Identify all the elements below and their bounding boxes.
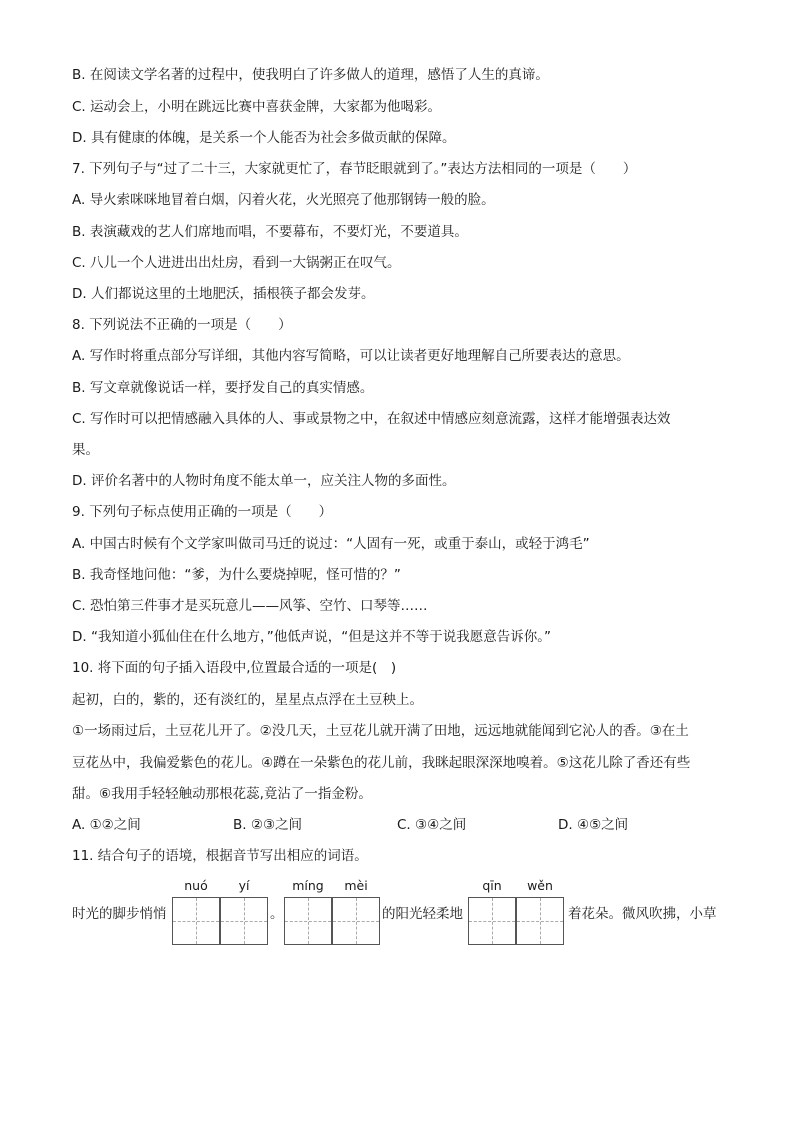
q9-option-c: C. 恐怕第三件事才是买玩意儿——风筝、空竹、口琴等…… [72, 598, 428, 614]
q10-options [72, 815, 732, 835]
q11-pinyin-writing-row [72, 876, 732, 956]
q10-stem: 10. 将下面的句子插入语段中,位置最合适的一项是( ) [72, 660, 397, 676]
writing-box[interactable] [284, 897, 332, 945]
q8-option-c-cont: 果。 [72, 442, 99, 458]
writing-box[interactable] [468, 897, 516, 945]
q6-option-b: B. 在阅读文学名著的过程中，使我明白了许多做人的道理，感悟了人生的真谛。 [72, 67, 549, 83]
q8-option-c: C. 写作时可以把情感融入具体的人、事或景物之中，在叙述中情感应刻意流露，这样才能增强表达效 [72, 411, 671, 427]
q8-option-b: B. 写文章就像说话一样，要抒发自己的真实情感。 [72, 380, 374, 396]
q6-option-d: D. 具有健康的体魄，是关系一个人能否为社会多做贡献的保障。 [72, 130, 456, 146]
q7-option-d: D. 人们都说这里的土地肥沃，插根筷子都会发芽。 [72, 286, 375, 302]
q10-passage-line-3: 甜。⑥我用手轻轻触动那根花蕊,竟沾了一指金粉。 [72, 786, 372, 802]
pinyin-label: wěn [527, 878, 553, 893]
q8-option-d: D. 评价名著中的人物时角度不能太单一，应关注人物的多面性。 [72, 473, 456, 489]
writing-box[interactable] [220, 897, 268, 945]
q9-stem: 9. 下列句子标点使用正确的一项是（ ） [72, 504, 333, 520]
q10-passage-line-1: ①一场雨过后，土豆花儿开了。②没几天，土豆花儿就开满了田地，远远地就能闻到它沁人的香。③在土 [72, 723, 689, 739]
pinyin-label: nuó [184, 878, 208, 893]
q10-option-d: D. ④⑤之间 [558, 817, 629, 833]
q7-option-c: C. 八儿一个人进进出出灶房，看到一大锅粥正在叹气。 [72, 255, 401, 271]
q7-option-a: A. 导火索咪咪地冒着白烟，闪着火花，火光照亮了他那钢铸一般的脸。 [72, 192, 495, 208]
q11-text-segment-1: 时光的脚步悄悄 [72, 906, 167, 922]
q11-text-segment-3: 的阳光轻柔地 [382, 906, 463, 922]
writing-box[interactable] [516, 897, 564, 945]
q9-option-a: A. 中国古时候有个文学家叫做司马迁的说过：“人固有一死，或重于泰山，或轻于鸿毛” [72, 536, 590, 552]
pinyin-label: mèi [344, 878, 368, 893]
q11-stem: 11. 结合句子的语境，根据音节写出相应的词语。 [72, 848, 368, 864]
pinyin-label: míng [292, 878, 324, 893]
pinyin-label: yí [238, 878, 250, 893]
q10-passage-line-2: 豆花丛中，我偏爱紫色的花儿。④蹲在一朵紫色的花儿前，我眯起眼深深地嗅着。⑤这花儿除了香还有些 [72, 755, 691, 771]
writing-box[interactable] [172, 897, 220, 945]
q8-stem: 8. 下列说法不正确的一项是（ ） [72, 317, 292, 333]
q9-option-b: B. 我奇怪地问他：“爹，为什么要烧掉呢，怪可惜的？” [72, 567, 401, 583]
q7-option-b: B. 表演藏戏的艺人们席地而唱，不要幕布，不要灯光，不要道具。 [72, 224, 468, 240]
q11-text-segment-4: 着花朵。微风吹拂，小草 [568, 906, 717, 922]
q10-option-a: A. ①②之间 [72, 817, 141, 833]
writing-box[interactable] [332, 897, 380, 945]
q9-option-d: D. “我知道小狐仙住在什么地方，”他低声说，“但是这并不等于说我愿意告诉你。” [72, 629, 551, 645]
q6-option-c: C. 运动会上，小明在跳远比赛中喜获金牌，大家都为他喝彩。 [72, 99, 442, 115]
q8-option-a: A. 写作时将重点部分写详细，其他内容写简略，可以让读者更好地理解自己所要表达的意思。 [72, 348, 630, 364]
q10-insert-sentence: 起初，白的，紫的，还有淡红的，星星点点浮在土豆秧上。 [72, 692, 423, 708]
q10-option-c: C. ③④之间 [397, 817, 467, 833]
q7-stem: 7. 下列句子与“过了二十三，大家就更忙了，春节眨眼就到了。”表达方法相同的一项是（ ） [72, 161, 637, 177]
q10-option-b: B. ②③之间 [233, 817, 303, 833]
q11-text-segment-2: 。 [270, 906, 284, 922]
pinyin-label: qīn [482, 878, 502, 893]
